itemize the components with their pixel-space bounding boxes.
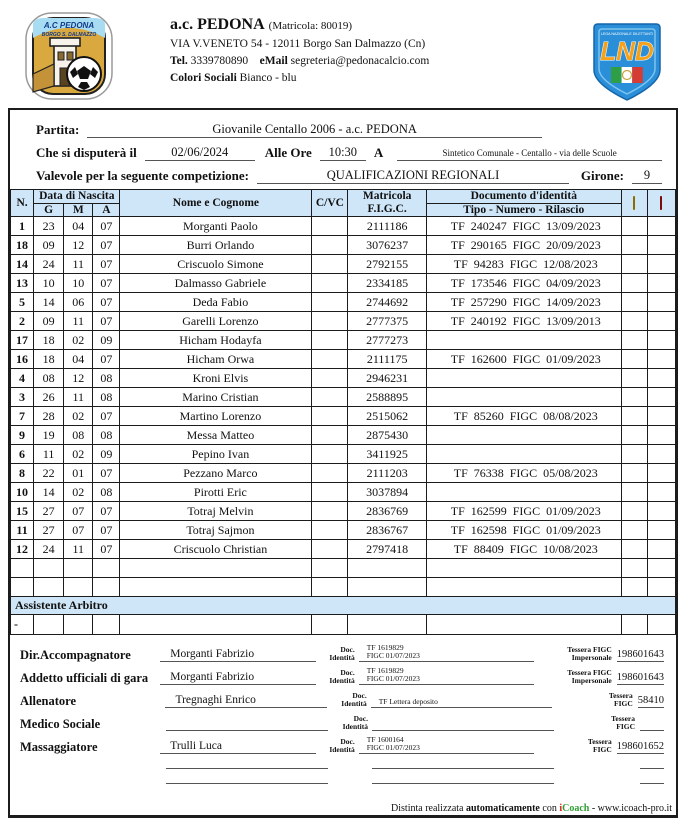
red-card-cell: [647, 407, 675, 426]
players-body: [11, 217, 676, 597]
yellow-card-cell: [621, 464, 647, 483]
red-card-cell: [647, 502, 675, 521]
colori-label: Colori Sociali: [170, 72, 237, 84]
date-label: Che si disputerà il: [36, 145, 137, 160]
partita-label: Partita:: [36, 122, 80, 137]
partita-field: Giovanile Centallo 2006 - a.c. PEDONA: [87, 122, 542, 138]
competition-field: QUALIFICAZIONI REGIONALI: [257, 168, 569, 184]
table-row: 18 09 12 07 Burri Orlando 3076237 TF 290165 FIGC 20/09/2023: [11, 236, 676, 255]
assistente-arbitro-band: Assistente Arbitro: [11, 597, 676, 615]
table-row: 10 14 02 08 Pirotti Eric 3037894: [11, 483, 676, 502]
red-card-cell: [647, 445, 675, 464]
email-label: eMail: [259, 55, 288, 67]
italy-flag: [611, 67, 643, 83]
table-row: 6 11 02 09 Pepino Ivan 3411925: [11, 445, 676, 464]
col-header-m: M: [64, 203, 93, 217]
table-row: 17 18 02 09 Hicham Hodayfa 2777273: [11, 331, 676, 350]
club-contacts: [170, 53, 429, 70]
time-field: 10:30: [320, 145, 366, 161]
col-header-name: Nome e Cognome: [120, 190, 312, 217]
red-card-cell: [647, 540, 675, 559]
girone-label: Girone:: [580, 168, 624, 183]
red-card-cell: [647, 312, 675, 331]
assistente-row: [11, 615, 676, 635]
yellow-card-cell: [621, 502, 647, 521]
yellow-card-header: [621, 190, 647, 217]
col-header-a: A: [93, 203, 120, 217]
form-box: [8, 108, 678, 818]
table-row: 11 27 07 07 Totraj Sajmon 2836767 TF 162598 FIGC 01/09/2023: [11, 521, 676, 540]
staff-blank-row: [20, 769, 664, 784]
yellow-card-icon: [633, 196, 635, 210]
svg-text:A.C PEDONA: A.C PEDONA: [43, 21, 95, 30]
table-row: 4 08 12 08 Kroni Elvis 2946231: [11, 369, 676, 388]
table-row: 5 14 06 07 Deda Fabio 2744692 TF 257290 FIGC 14/09/2023: [11, 293, 676, 312]
tel-value: 3339780890: [190, 55, 249, 67]
red-card-icon: [660, 196, 662, 210]
club-logo: [24, 12, 114, 100]
red-card-cell: [647, 217, 675, 236]
staff-row: Medico Sociale Doc. Identità Tessera FIGC: [20, 708, 664, 731]
tel-label: Tel.: [170, 55, 188, 67]
staff-section: [10, 635, 676, 784]
yellow-card-cell: [621, 407, 647, 426]
email-value: segreteria@pedonacalcio.com: [290, 55, 430, 67]
red-card-cell: [647, 293, 675, 312]
yellow-card-cell: [621, 255, 647, 274]
empty-table-row: [11, 578, 676, 597]
red-card-cell: [647, 521, 675, 540]
svg-text:BORGO S. DALMAZZO: BORGO S. DALMAZZO: [41, 32, 97, 38]
red-card-cell: [647, 255, 675, 274]
yellow-card-cell: [621, 331, 647, 350]
club-info: [170, 16, 429, 87]
soccer-ball: [67, 57, 101, 91]
empty-table-row: [11, 559, 676, 578]
table-row: 3 26 11 08 Marino Cristian 2588895: [11, 388, 676, 407]
yellow-card-cell: [621, 217, 647, 236]
col-header-n: N.: [11, 190, 34, 217]
col-header-doc: Documento d'identità: [426, 190, 621, 204]
yellow-card-cell: [621, 293, 647, 312]
club-colors: [170, 70, 429, 87]
yellow-card-cell: [621, 388, 647, 407]
staff-row: Dir.Accompagnatore Morganti Fabrizio Doc. Identità TF 1619829 FIGC 01/07/2023 Tessera FIGC Impersonale 198601643: [20, 643, 665, 662]
red-card-cell: [647, 369, 675, 388]
club-name: a.c. PEDONA: [170, 16, 265, 33]
yellow-card-cell: [621, 274, 647, 293]
red-card-cell: [647, 331, 675, 350]
assistente-dash-cell: -: [11, 615, 34, 635]
at-label: A: [373, 145, 384, 160]
competition-label: Valevole per la seguente competizione:: [36, 168, 250, 183]
match-info: [10, 110, 676, 186]
yellow-card-cell: [621, 483, 647, 502]
col-header-matricola: Matricola F.I.G.C.: [348, 190, 426, 217]
assistente-band-row: [11, 597, 676, 615]
yellow-card-cell: [621, 350, 647, 369]
footer-credit: Distinta realizzata automaticamente con iCoach - www.icoach-pro.it: [391, 803, 672, 814]
lnd-text: LND: [600, 36, 654, 66]
club-matricola: (Matricola: 80019): [268, 20, 353, 32]
club-address: VIA V.VENETO 54 - 12011 Borgo San Dalmazzo (Cn): [170, 38, 426, 50]
venue-field: Sintetico Comunale - Centallo - via delle Scuole: [397, 147, 662, 161]
table-row: 14 24 11 07 Criscuolo Simone 2792155 TF 94283 FIGC 12/08/2023: [11, 255, 676, 274]
col-header-doc-sub: Tipo - Numero - Rilascio: [426, 203, 621, 217]
red-card-cell: [647, 388, 675, 407]
colori-value: Bianco - blu: [239, 72, 297, 84]
table-row: 7 28 02 07 Martino Lorenzo 2515062 TF 85260 FIGC 08/08/2023: [11, 407, 676, 426]
table-row: 16 18 04 07 Hicham Orwa 2111175 TF 162600 FIGC 01/09/2023: [11, 350, 676, 369]
table-row: 1 23 04 07 Morganti Paolo 2111186 TF 240247 FIGC 13/09/2023: [11, 217, 676, 236]
yellow-card-cell: [621, 369, 647, 388]
icoach-brand: i: [559, 803, 563, 814]
red-card-cell: [647, 274, 675, 293]
table-row: 13 10 10 07 Dalmasso Gabriele 2334185 TF 173546 FIGC 04/09/2023: [11, 274, 676, 293]
girone-field: 9: [632, 168, 662, 184]
red-card-cell: [647, 426, 675, 445]
lnd-logo: [590, 22, 664, 102]
staff-blank-row: [20, 754, 664, 769]
red-card-cell: [647, 236, 675, 255]
date-field: 02/06/2024: [145, 145, 255, 161]
yellow-card-cell: [621, 540, 647, 559]
page-header: [0, 0, 686, 104]
red-card-cell: [647, 350, 675, 369]
table-row: 8 22 01 07 Pezzano Marco 2111203 TF 76338 FIGC 05/08/2023: [11, 464, 676, 483]
table-row: 15 27 07 07 Totraj Melvin 2836769 TF 162599 FIGC 01/09/2023: [11, 502, 676, 521]
table-row: 9 19 08 08 Messa Matteo 2875430: [11, 426, 676, 445]
time-label: Alle Ore: [264, 145, 312, 160]
yellow-card-cell: [621, 312, 647, 331]
col-header-birth: Data di Nascita: [34, 190, 120, 204]
table-row: 2 09 11 07 Garelli Lorenzo 2777375 TF 240192 FIGC 13/09/2013: [11, 312, 676, 331]
red-card-cell: [647, 464, 675, 483]
roster-table: [10, 189, 676, 635]
table-row: 12 24 11 07 Criscuolo Christian 2797418 TF 88409 FIGC 10/08/2023: [11, 540, 676, 559]
staff-row: Allenatore Tregnaghi Enrico Doc. Identità TF Lettera deposito Tessera FIGC 58410: [20, 691, 664, 708]
col-header-g: G: [34, 203, 64, 217]
red-card-header: [647, 190, 675, 217]
svg-text:LEGA NAZIONALE DILETTANTI: LEGA NAZIONALE DILETTANTI: [600, 32, 654, 36]
yellow-card-cell: [621, 445, 647, 464]
yellow-card-cell: [621, 426, 647, 445]
red-card-cell: [647, 483, 675, 502]
yellow-card-cell: [621, 236, 647, 255]
col-header-cvc: C/VC: [312, 190, 348, 217]
yellow-card-cell: [621, 521, 647, 540]
staff-row: Addetto ufficiali di gara Morganti Fabrizio Doc. Identità TF 1619829 FIGC 01/07/2023 Tessera FIGC Impersonale 198601643: [20, 666, 665, 685]
staff-row: Massaggiatore Trulli Luca Doc. Identità TF 1600164 FIGC 01/07/2023 Tessera FIGC 198601652: [20, 735, 665, 754]
